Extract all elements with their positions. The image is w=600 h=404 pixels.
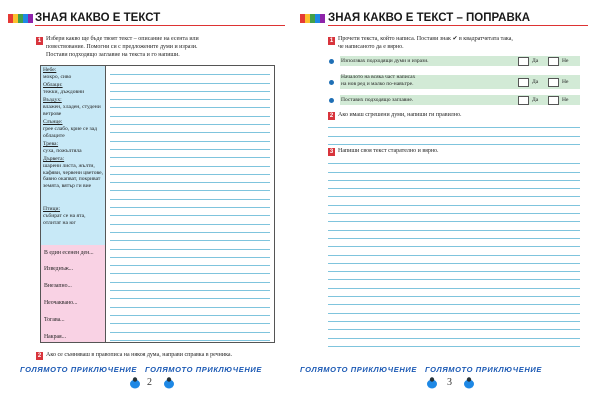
yes-checkbox[interactable] bbox=[518, 78, 529, 87]
banner-text: ГОЛЯМОТО ПРИКЛЮЧЕНИЕ bbox=[425, 365, 542, 374]
writing-lines[interactable] bbox=[328, 156, 580, 347]
story-prompt: Неочаквано... bbox=[44, 300, 78, 306]
writing-line[interactable] bbox=[328, 173, 580, 181]
task-number: 2 bbox=[37, 353, 42, 359]
yes-label: Да bbox=[532, 58, 539, 64]
bottom-banner bbox=[20, 364, 300, 375]
word-head: Облаци: bbox=[43, 82, 63, 88]
story-prompt: Накрая... bbox=[44, 334, 67, 340]
writing-line[interactable] bbox=[328, 322, 580, 330]
bottom-banner bbox=[300, 364, 590, 375]
page-number: 2 bbox=[147, 377, 152, 388]
task-instruction-line: Прочети текста, който написа. Постави знак ✔ в квадратчетата така, bbox=[338, 36, 513, 42]
writing-line[interactable] bbox=[328, 214, 580, 222]
page-title: ЗНАЯ КАКВО Е ТЕКСТ – ПОПРАВКА bbox=[328, 12, 531, 24]
writing-line[interactable] bbox=[328, 156, 580, 164]
no-checkbox[interactable] bbox=[548, 96, 559, 105]
ladybug-icon bbox=[162, 376, 176, 390]
yes-label: Да bbox=[532, 79, 539, 85]
bullet-icon bbox=[329, 98, 334, 103]
writing-line[interactable] bbox=[328, 128, 580, 136]
no-checkbox[interactable] bbox=[548, 57, 559, 66]
yes-checkbox[interactable] bbox=[518, 57, 529, 66]
word-text: мокро, сиво bbox=[43, 73, 72, 80]
word-text: шарени листа, жълти, кафяви, червени цветове, бавно окапват, покриват земята, вятър ги вие bbox=[43, 162, 103, 190]
ladybug-icon bbox=[128, 376, 142, 390]
writing-line[interactable] bbox=[328, 339, 580, 347]
story-prompt: В един есенен ден... bbox=[44, 250, 94, 256]
word-head: Небе: bbox=[43, 67, 57, 73]
writing-line[interactable] bbox=[328, 280, 580, 288]
word-text: грее слабо, крие се зад облаците bbox=[43, 125, 98, 139]
word-head: Птици: bbox=[43, 206, 61, 212]
writing-line[interactable] bbox=[328, 247, 580, 255]
banner-text: ГОЛЯМОТО ПРИКЛЮЧЕНИЕ bbox=[20, 365, 137, 374]
yes-checkbox[interactable] bbox=[518, 96, 529, 105]
no-label: Не bbox=[562, 97, 569, 103]
word-head: Трева: bbox=[43, 141, 59, 147]
writing-line[interactable] bbox=[328, 272, 580, 280]
word-text: тежки, дъждовни bbox=[43, 88, 85, 95]
writing-line[interactable] bbox=[328, 314, 580, 322]
task-number: 1 bbox=[329, 38, 334, 44]
word-text: влажен, хладен, студени ветрове bbox=[43, 103, 101, 117]
color-stripe-decoration bbox=[8, 14, 33, 23]
task-number: 2 bbox=[329, 113, 334, 119]
writing-line[interactable] bbox=[328, 164, 580, 172]
ladybug-icon bbox=[462, 376, 476, 390]
task-number: 3 bbox=[329, 149, 334, 155]
writing-lines[interactable] bbox=[328, 120, 580, 145]
writing-line[interactable] bbox=[328, 181, 580, 189]
story-prompt: Внезапно... bbox=[44, 283, 72, 289]
writing-line[interactable] bbox=[328, 330, 580, 338]
color-stripe-decoration bbox=[300, 14, 325, 23]
task-instruction: Ако имаш сгрешени думи, напиши ги правилно. bbox=[338, 112, 462, 118]
banner-text: ГОЛЯМОТО ПРИКЛЮЧЕНИЕ bbox=[300, 365, 417, 374]
task-instruction-line: че написаното да е вярно. bbox=[338, 44, 404, 50]
task-instruction-line: повествование. Помогни си с предложените думи и изрази. bbox=[46, 44, 198, 50]
word-text: събират се на ята, отлитат на юг bbox=[43, 212, 86, 226]
no-label: Не bbox=[562, 58, 569, 64]
word-text: суха, пожълтяла bbox=[43, 147, 82, 154]
task-instruction-line: Избери какво ще бъде твоят текст – описание на есента или bbox=[46, 36, 199, 42]
frame-divider bbox=[105, 65, 106, 343]
writing-line[interactable] bbox=[328, 137, 580, 145]
word-head: Въздух: bbox=[43, 97, 62, 103]
writing-line[interactable] bbox=[328, 289, 580, 297]
writing-line[interactable] bbox=[328, 189, 580, 197]
page-number: 3 bbox=[447, 377, 452, 388]
no-checkbox[interactable] bbox=[548, 78, 559, 87]
bullet-icon bbox=[329, 80, 334, 85]
word-head: Слънце: bbox=[43, 119, 63, 125]
writing-line[interactable] bbox=[328, 222, 580, 230]
writing-line[interactable] bbox=[328, 231, 580, 239]
ladybug-icon bbox=[425, 376, 439, 390]
checklist-text: Поставих подходящо заглавие. bbox=[341, 97, 414, 103]
title-underline bbox=[35, 25, 285, 26]
no-label: Не bbox=[562, 79, 569, 85]
banner-text: ГОЛЯМОТО ПРИКЛЮЧЕНИЕ bbox=[145, 365, 262, 374]
checklist-text: Използвах подходящи думи и изрази. bbox=[341, 58, 429, 64]
title-underline bbox=[328, 25, 588, 26]
writing-line[interactable] bbox=[328, 305, 580, 313]
task-number: 1 bbox=[37, 38, 42, 44]
yes-label: Да bbox=[532, 97, 539, 103]
word-head: Дървета: bbox=[43, 156, 65, 162]
task-instruction-line: Постави подходящо заглавие на текста и го напиши. bbox=[46, 52, 180, 58]
writing-line[interactable] bbox=[328, 197, 580, 205]
bullet-icon bbox=[329, 59, 334, 64]
writing-line[interactable] bbox=[328, 239, 580, 247]
task-instruction: Напиши своя текст старателно и вярно. bbox=[338, 148, 439, 154]
story-prompt: Изведнъж... bbox=[44, 266, 74, 272]
writing-line[interactable] bbox=[328, 264, 580, 272]
checklist-text: на нов ред и малко по-навътре. bbox=[341, 81, 414, 87]
page-title: ЗНАЯ КАКВО Е ТЕКСТ bbox=[35, 12, 161, 24]
writing-line[interactable] bbox=[328, 297, 580, 305]
writing-line[interactable] bbox=[328, 206, 580, 214]
exercise-frame bbox=[40, 65, 275, 343]
story-prompt: Тогава... bbox=[44, 317, 65, 323]
writing-line[interactable] bbox=[328, 256, 580, 264]
task-instruction: Ако се съмняваш в правописа на някоя дума, направи справка в речника. bbox=[46, 352, 233, 358]
writing-line[interactable] bbox=[328, 120, 580, 128]
checklist-text: Началото на всяка част написах bbox=[341, 74, 416, 80]
